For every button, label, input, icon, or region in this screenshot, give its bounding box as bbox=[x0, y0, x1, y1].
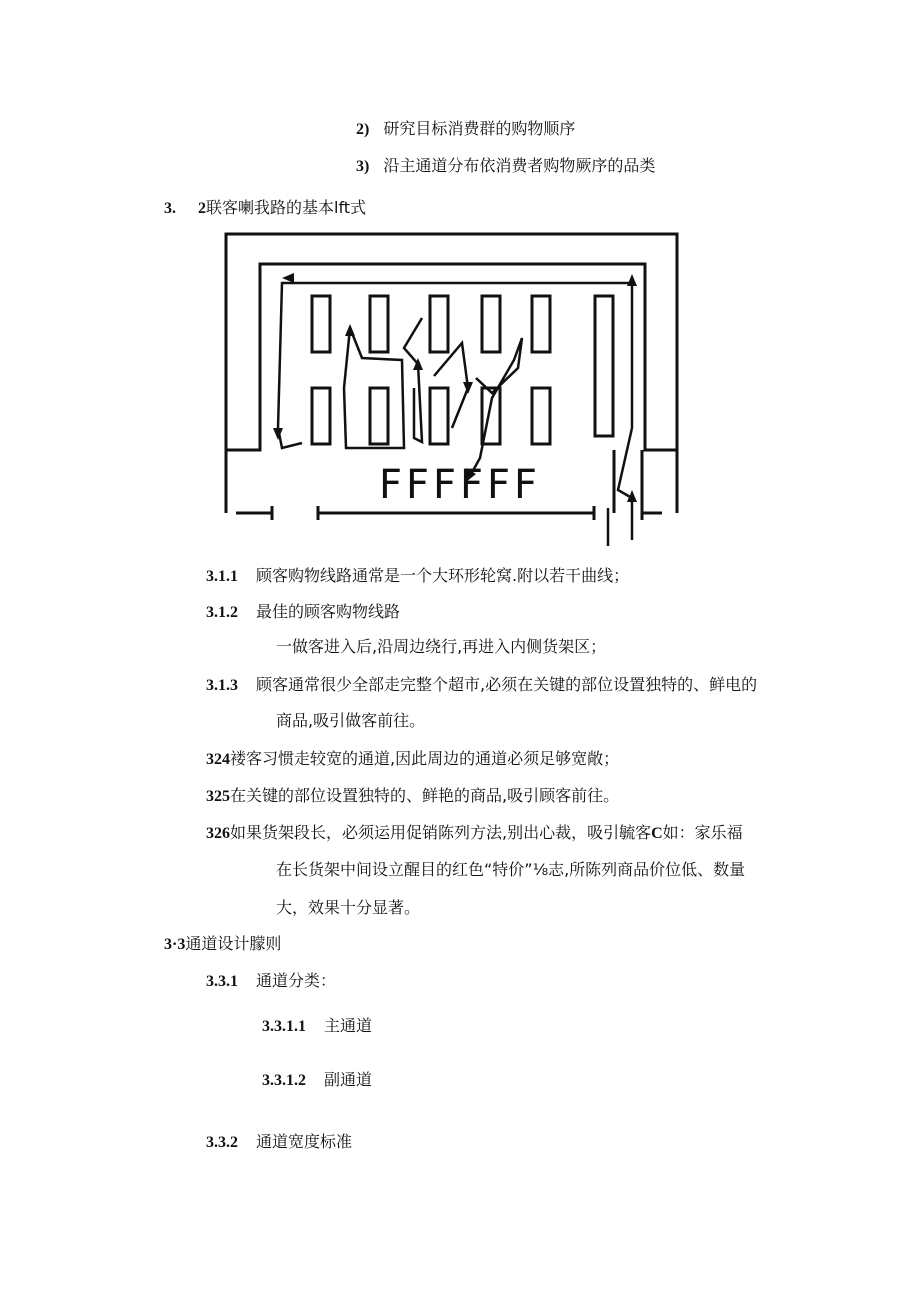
section-325 bbox=[206, 785, 619, 808]
section-text: 在长货架中间设立醒目的红色“特价”⅛志,所陈列商品价位低、数量 bbox=[276, 860, 746, 879]
section-text: 褛客习惯走较宽的通道,因此周边的通道必须足够宽敞； bbox=[230, 749, 620, 768]
section-heading-3-3 bbox=[164, 933, 281, 956]
list-item-2 bbox=[356, 118, 575, 141]
section-number: 3.1.2 bbox=[206, 604, 238, 621]
section-3-1-1 bbox=[206, 565, 629, 588]
section-number: 3. bbox=[164, 200, 176, 217]
section-text: 最佳的顾客购物线路 bbox=[256, 602, 401, 621]
list-item-3 bbox=[356, 155, 655, 178]
section-number: 324 bbox=[206, 751, 230, 768]
section-number-2: 2 bbox=[198, 200, 206, 217]
checkout-label: FFFFFF bbox=[378, 462, 542, 508]
section-title: 通道设计朦则 bbox=[185, 934, 282, 953]
section-number: 3.3.1 bbox=[206, 973, 238, 990]
section-3-1-3 bbox=[206, 674, 757, 697]
section-text: 顾客购物线路通常是一个大环形轮窝.附以若干曲线； bbox=[256, 566, 630, 585]
section-326-cont-1 bbox=[276, 859, 745, 881]
section-326 bbox=[206, 822, 743, 845]
section-text-2: 如：家乐福 bbox=[662, 823, 743, 842]
section-text: 顾客通常很少全部走完整个超市,必须在关键的部位设置独特的、鲜电的 bbox=[256, 675, 758, 694]
section-number: 3.1.1 bbox=[206, 568, 238, 585]
section-text: 主通道 bbox=[324, 1016, 373, 1035]
section-3-1-2-detail bbox=[276, 636, 606, 658]
section-number: 3.3.1.1 bbox=[262, 1018, 306, 1035]
section-326-cont-2 bbox=[276, 897, 420, 919]
section-text: 商品,吸引做客前往。 bbox=[276, 711, 426, 730]
section-text: 大，效果十分显著。 bbox=[276, 898, 421, 917]
section-324 bbox=[206, 748, 619, 771]
item-text: 沿主通道分布依消费者购物厥序的品类 bbox=[383, 156, 656, 175]
section-3-3-1-1 bbox=[262, 1015, 372, 1038]
section-text: 在关键的部位设置独特的、鲜艳的商品,吸引顾客前往。 bbox=[230, 786, 620, 805]
section-text: 通道宽度标准 bbox=[256, 1132, 353, 1151]
shopping-route-diagram bbox=[222, 228, 682, 546]
section-heading-3-2 bbox=[164, 197, 366, 220]
section-number: 3.3.2 bbox=[206, 1134, 238, 1151]
section-3-1-2 bbox=[206, 601, 400, 624]
section-text: 一做客进入后,沿周边绕行,再进入内侧货架区； bbox=[276, 637, 607, 656]
section-3-3-2 bbox=[206, 1131, 352, 1154]
section-3-3-1-2 bbox=[262, 1069, 372, 1092]
item-text: 研究目标消费群的购物顺序 bbox=[383, 119, 576, 138]
section-text: 副通道 bbox=[324, 1070, 373, 1089]
section-text: 通道分类： bbox=[256, 971, 337, 990]
section-text: 如果货架段长，必须运用促销陈列方法,别出心裁，吸引毓客 bbox=[230, 823, 652, 842]
section-3-1-3-cont bbox=[276, 710, 425, 732]
section-number: 326 bbox=[206, 825, 230, 842]
item-number: 2) bbox=[356, 121, 370, 138]
item-number: 3) bbox=[356, 158, 370, 175]
section-number: 3.1.3 bbox=[206, 677, 238, 694]
section-title: 联客喇我路的基本lft式 bbox=[206, 198, 367, 217]
section-letter: C bbox=[651, 825, 663, 842]
section-number: 3·3 bbox=[164, 936, 186, 953]
section-3-3-1 bbox=[206, 970, 336, 993]
section-number: 325 bbox=[206, 788, 230, 805]
section-number: 3.3.1.2 bbox=[262, 1072, 306, 1089]
